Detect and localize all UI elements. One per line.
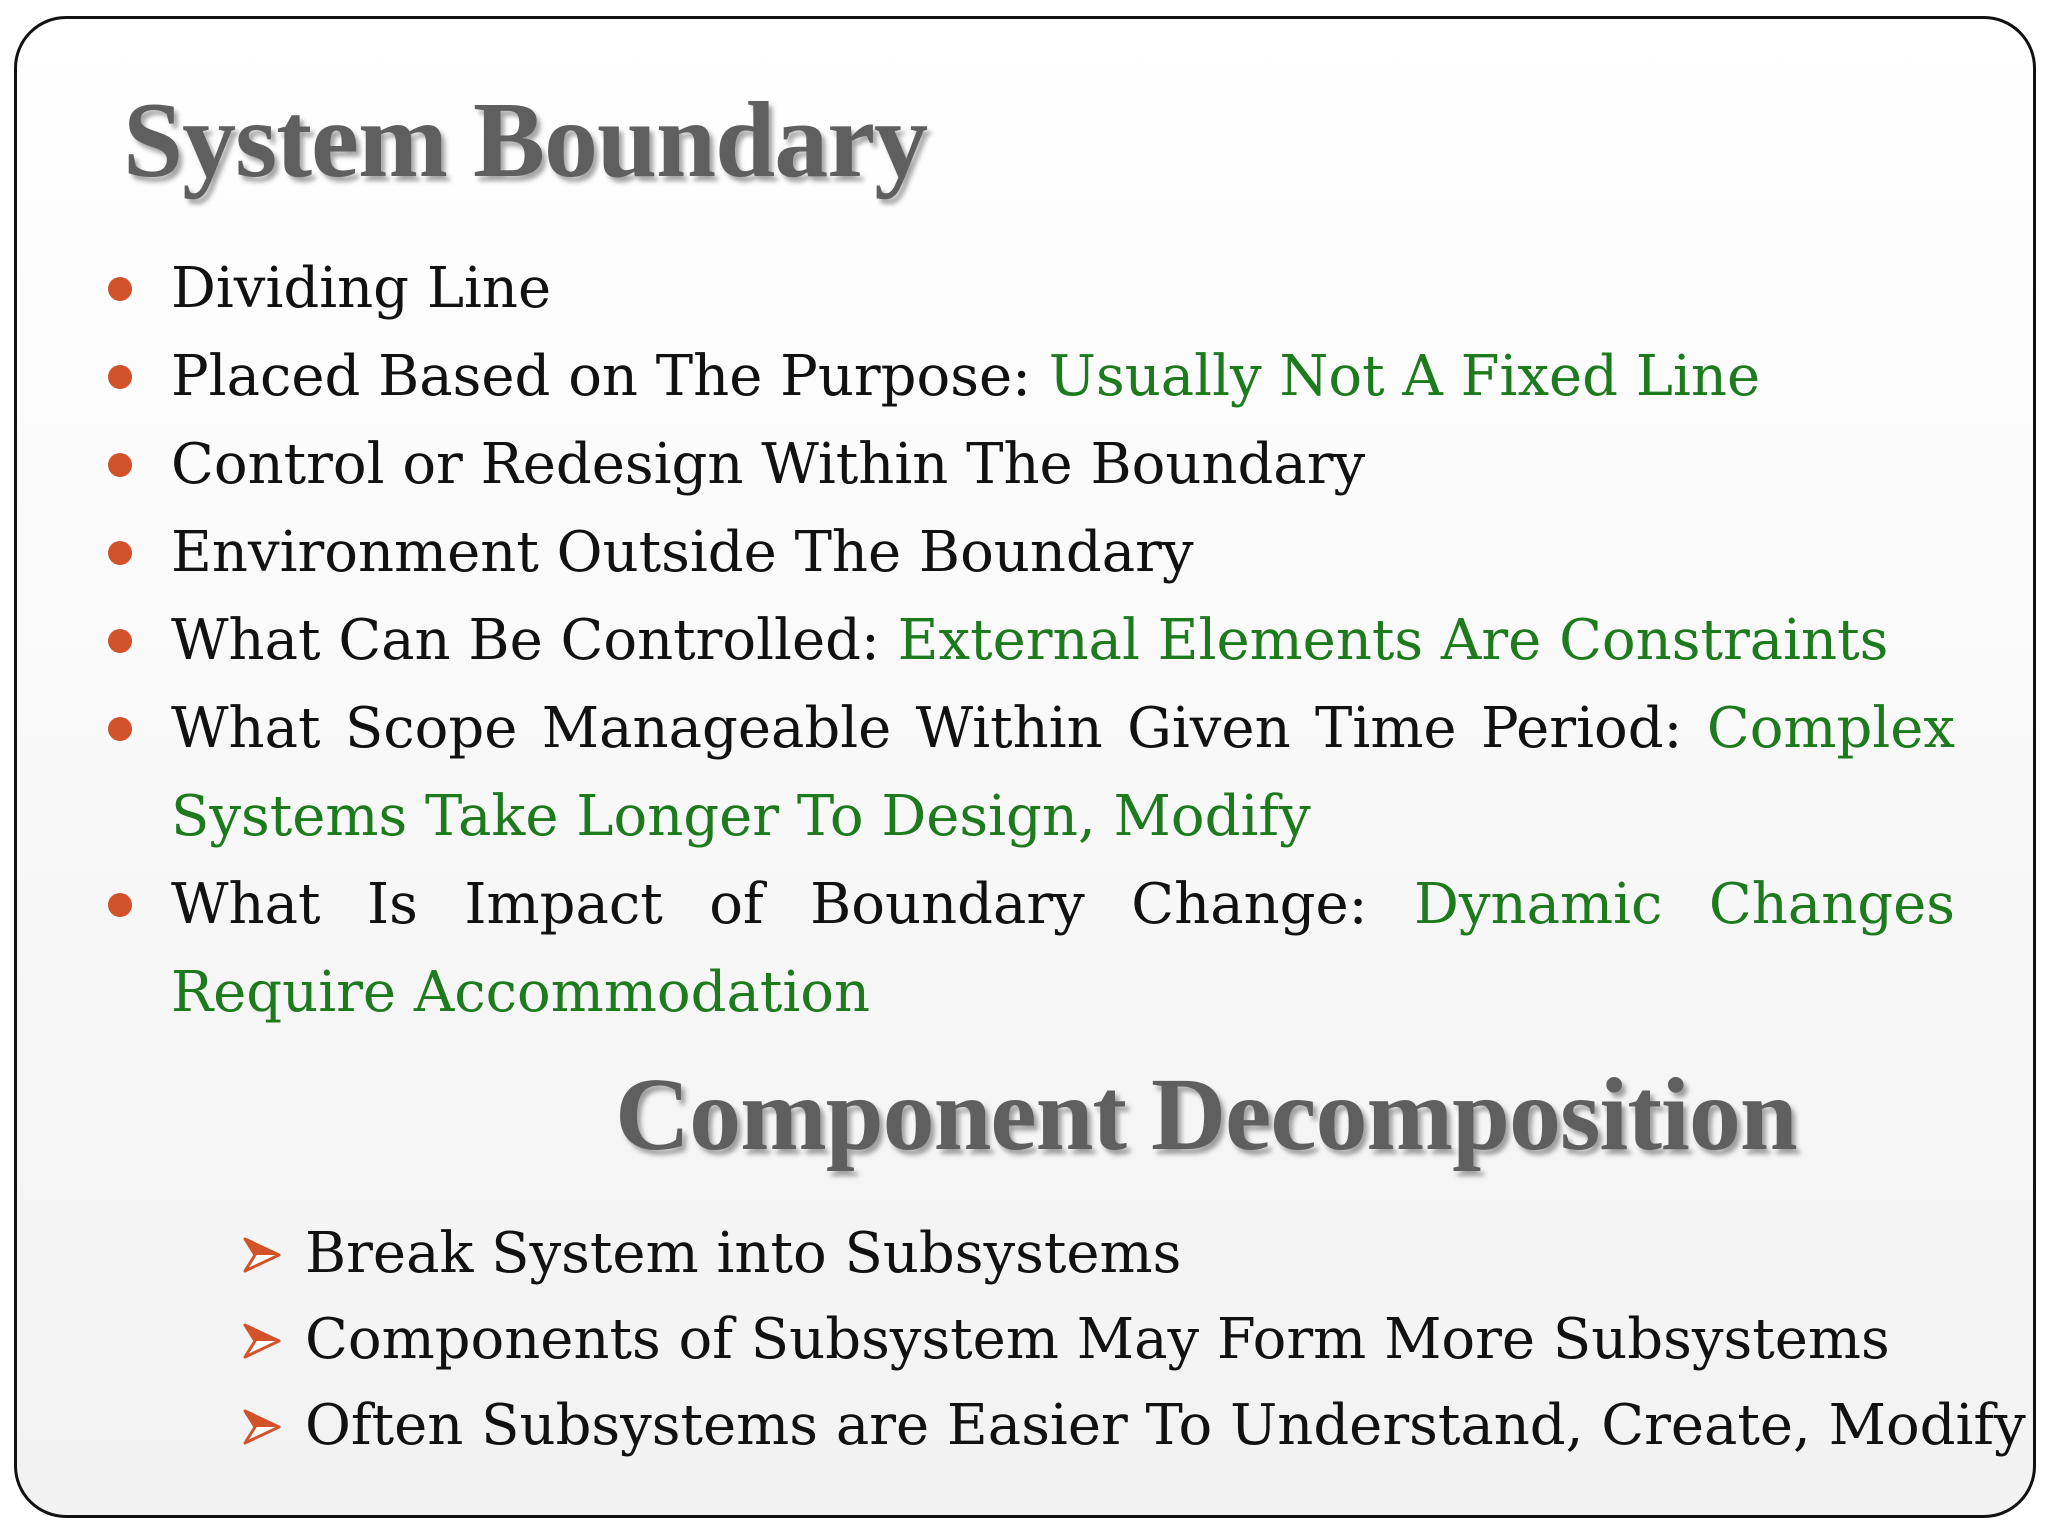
bullet-item [105,333,1955,421]
bullet-highlight: Complex Systems Take Longer To Design, Modify [171,696,1955,849]
bullet-dot-icon [108,365,132,389]
bullet-item [105,597,1955,685]
bullet-highlight: Dynamic Changes Require Accommodation [171,872,1955,1025]
sub-bullet-text: Often Subsystems are Easier To Understand, Create, Modify [305,1393,2026,1458]
bullet-dot-icon [108,541,132,565]
bullet-item [105,245,1955,333]
sub-bullet-list [243,1211,2026,1469]
bullet-text: Placed Based on The Purpose: [171,344,1049,409]
arrowhead-bullet-icon [243,1237,281,1273]
bullet-dot-icon [108,717,132,741]
bullet-text: Control or Redesign Within The Boundary [171,432,1366,497]
sub-bullet-item [243,1297,1963,1383]
section-subtitle: Component Decomposition [615,1057,1797,1172]
bullet-item [105,509,1955,597]
sub-bullet-item [243,1383,2026,1469]
bullet-list [105,245,1955,1037]
sub-bullet-text: Components of Subsystem May Form More Subsystems [305,1307,1890,1372]
bullet-highlight: Usually Not A Fixed Line [1048,344,1761,409]
arrowhead-bullet-icon [243,1409,281,1445]
arrowhead-bullet-icon [243,1323,281,1359]
sub-bullet-item [243,1211,1963,1297]
bullet-text: What Scope Manageable Within Given Time Period: [171,696,1707,761]
bullet-item [105,861,1955,1037]
bullet-text: Dividing Line [171,256,552,321]
bullet-dot-icon [108,893,132,917]
slide-title: System Boundary [123,81,928,200]
bullet-item [105,685,1955,861]
bullet-dot-icon [108,629,132,653]
bullet-text: What Can Be Controlled: [171,608,898,673]
bullet-dot-icon [108,277,132,301]
bullet-dot-icon [108,453,132,477]
bullet-item [105,421,1955,509]
bullet-highlight: External Elements Are Constraints [897,608,1889,673]
sub-bullet-text: Break System into Subsystems [305,1221,1182,1286]
bullet-text: Environment Outside The Boundary [171,520,1194,585]
slide [14,16,2036,1518]
bullet-text: What Is Impact of Boundary Change: [171,872,1415,937]
